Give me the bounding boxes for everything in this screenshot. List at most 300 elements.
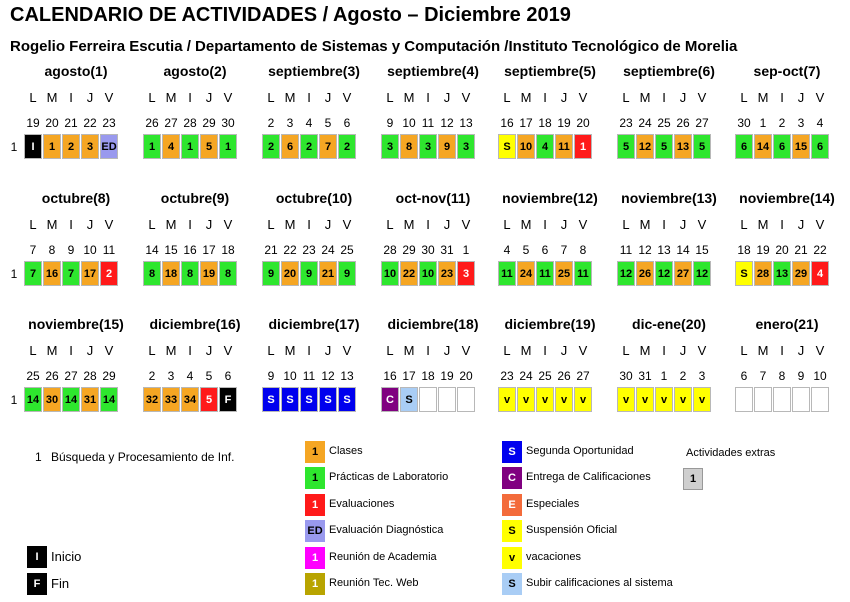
day-letter: J <box>86 343 94 358</box>
day-number: 3 <box>797 116 805 130</box>
activity-cell: 8 <box>400 134 418 159</box>
week-name: diciembre(18) <box>387 316 479 332</box>
day-number: 9 <box>267 369 275 383</box>
week-name: noviembre(12) <box>502 190 598 206</box>
day-letter: V <box>697 343 707 358</box>
page-title: CALENDARIO DE ACTIVIDADES / Agosto – Diciembre 2019 <box>10 4 571 26</box>
day-letter: I <box>69 217 73 232</box>
day-letter: V <box>104 343 114 358</box>
day-number: 19 <box>557 116 571 130</box>
day-number: 8 <box>48 243 56 257</box>
legend-swatch: 1 <box>305 547 325 569</box>
day-number: 10 <box>813 369 827 383</box>
day-number: 28 <box>383 243 397 257</box>
day-number: 29 <box>202 116 216 130</box>
activity-cell <box>773 387 791 412</box>
day-letter: M <box>639 343 651 358</box>
legend-label: Clases <box>329 445 363 457</box>
week-name: noviembre(14) <box>739 190 835 206</box>
day-letter: J <box>560 90 568 105</box>
day-number: 24 <box>321 243 335 257</box>
week-name: sep-oct(7) <box>753 63 821 79</box>
week-name: octubre(10) <box>275 190 353 206</box>
day-number: 19 <box>756 243 770 257</box>
day-number: 27 <box>164 116 178 130</box>
day-letter: M <box>165 343 177 358</box>
activity-cell: 33 <box>162 387 180 412</box>
activity-cell: S <box>262 387 280 412</box>
activity-cell: 11 <box>498 261 516 286</box>
activity-cell: 26 <box>636 261 654 286</box>
activity-cell: 4 <box>536 134 554 159</box>
activity-cell: 8 <box>219 261 237 286</box>
legend-swatch: S <box>502 573 522 595</box>
activity-cell: v <box>498 387 516 412</box>
day-letter: V <box>578 90 588 105</box>
day-number: 16 <box>183 243 197 257</box>
week-name: noviembre(13) <box>621 190 717 206</box>
day-number: 14 <box>676 243 690 257</box>
activity-cell: S <box>319 387 337 412</box>
day-number: 18 <box>421 369 435 383</box>
activity-cell: 2 <box>62 134 80 159</box>
day-letter: V <box>104 217 114 232</box>
day-letter: M <box>639 217 651 232</box>
day-letter: I <box>307 343 311 358</box>
activity-cell: S <box>300 387 318 412</box>
day-number: 5 <box>522 243 530 257</box>
activity-cell: 3 <box>457 261 475 286</box>
day-number: 24 <box>638 116 652 130</box>
week-name: septiembre(6) <box>623 63 715 79</box>
day-letter: M <box>46 90 58 105</box>
activity-cell: S <box>400 387 418 412</box>
page-subtitle: Rogelio Ferreira Escutia / Departamento de Sistemas y Computación /Instituto Tecnológico de Morelia <box>10 38 738 55</box>
legend-label: Especiales <box>526 497 580 510</box>
day-number: 30 <box>737 116 751 130</box>
activity-cell <box>735 387 753 412</box>
day-letter: L <box>503 217 511 232</box>
day-letter: M <box>46 343 58 358</box>
day-letter: V <box>578 217 588 232</box>
day-letter: M <box>284 217 296 232</box>
extras-swatch: 1 <box>683 468 703 490</box>
activity-cell: ED <box>100 134 118 159</box>
day-letter: M <box>403 343 415 358</box>
day-number: 26 <box>45 369 59 383</box>
day-letter: V <box>342 343 352 358</box>
legend-swatch: v <box>502 547 522 569</box>
day-letter: L <box>29 90 37 105</box>
day-number: 21 <box>264 243 278 257</box>
day-letter: I <box>188 90 192 105</box>
day-letter: V <box>461 90 471 105</box>
activity-cell: 3 <box>381 134 399 159</box>
activity-cell: v <box>574 387 592 412</box>
day-number: 10 <box>283 369 297 383</box>
activity-cell: 31 <box>81 387 99 412</box>
day-letter: L <box>29 343 37 358</box>
day-number: 7 <box>560 243 568 257</box>
activity-cell: v <box>517 387 535 412</box>
activity-cell: 9 <box>438 134 456 159</box>
day-letter: J <box>324 90 332 105</box>
activity-cell: 1 <box>143 134 161 159</box>
activity-cell: v <box>536 387 554 412</box>
activity-cell: 16 <box>43 261 61 286</box>
day-number: 22 <box>283 243 297 257</box>
activity-cell: 7 <box>319 134 337 159</box>
day-number: 9 <box>67 243 75 257</box>
activity-cell: 13 <box>674 134 692 159</box>
day-number: 15 <box>695 243 709 257</box>
day-letter: I <box>780 90 784 105</box>
row-label: 1 <box>10 393 18 407</box>
day-letter: V <box>815 343 825 358</box>
activity-cell: 19 <box>200 261 218 286</box>
day-number: 30 <box>619 369 633 383</box>
activity-cell: 18 <box>162 261 180 286</box>
legend-swatch: I <box>27 546 47 568</box>
day-letter: J <box>797 217 805 232</box>
legend-label: Suspensión Oficial <box>526 524 618 537</box>
activity-cell: 6 <box>773 134 791 159</box>
extras-label: Actividades extras <box>686 447 776 459</box>
activity-cell: 28 <box>754 261 772 286</box>
day-number: 30 <box>221 116 235 130</box>
activity-cell: 3 <box>457 134 475 159</box>
legend-swatch: F <box>27 573 47 595</box>
activity-cell: 23 <box>438 261 456 286</box>
day-number: 2 <box>148 369 156 383</box>
day-number: 13 <box>657 243 671 257</box>
day-number: 1 <box>462 243 470 257</box>
activity-cell: 12 <box>655 261 673 286</box>
day-number: 24 <box>519 369 533 383</box>
week-name: agosto(2) <box>163 63 227 79</box>
activity-cell: 32 <box>143 387 161 412</box>
legend-swatch: 1 <box>305 494 325 516</box>
day-letter: J <box>324 343 332 358</box>
day-number: 12 <box>440 116 454 130</box>
day-number: 18 <box>221 243 235 257</box>
activity-cell: 2 <box>262 134 280 159</box>
day-letter: V <box>697 217 707 232</box>
day-letter: J <box>86 217 94 232</box>
activity-cell: 3 <box>419 134 437 159</box>
activity-cell: 6 <box>281 134 299 159</box>
day-number: 23 <box>500 369 514 383</box>
legend-label: Prácticas de Laboratorio <box>329 471 449 484</box>
day-number: 20 <box>576 116 590 130</box>
activity-cell: S <box>338 387 356 412</box>
day-letter: I <box>543 90 547 105</box>
day-number: 21 <box>64 116 78 130</box>
day-number: 4 <box>503 243 511 257</box>
activity-cell: C <box>381 387 399 412</box>
activity-cell: 5 <box>617 134 635 159</box>
day-number: 16 <box>383 369 397 383</box>
subject-number: 1 <box>35 450 42 464</box>
activity-cell: 1 <box>181 134 199 159</box>
activity-cell: 7 <box>62 261 80 286</box>
day-letter: L <box>740 90 748 105</box>
activity-cell: F <box>219 387 237 412</box>
activity-cell: 14 <box>24 387 42 412</box>
day-letter: M <box>520 343 532 358</box>
activity-cell: 24 <box>517 261 535 286</box>
activity-cell: 10 <box>517 134 535 159</box>
activity-cell <box>438 387 456 412</box>
legend-label: Reunión de Academia <box>329 550 437 563</box>
row-label: 1 <box>10 140 18 154</box>
activity-cell: 17 <box>81 261 99 286</box>
activity-cell: 5 <box>200 387 218 412</box>
day-letter: I <box>188 217 192 232</box>
day-letter: V <box>223 343 233 358</box>
activity-cell: 15 <box>792 134 810 159</box>
activity-cell: v <box>617 387 635 412</box>
day-number: 1 <box>759 116 767 130</box>
day-letter: I <box>543 217 547 232</box>
day-number: 2 <box>679 369 687 383</box>
day-number: 25 <box>26 369 40 383</box>
activity-cell: 4 <box>162 134 180 159</box>
day-number: 31 <box>638 369 652 383</box>
activity-cell: 30 <box>43 387 61 412</box>
day-number: 4 <box>816 116 824 130</box>
activity-cell: 21 <box>319 261 337 286</box>
day-letter: L <box>148 90 156 105</box>
legend-swatch: E <box>502 494 522 516</box>
day-number: 20 <box>459 369 473 383</box>
activity-cell: 14 <box>100 387 118 412</box>
legend-label: Subir calificaciones al sistema <box>526 577 673 589</box>
day-letter: J <box>560 217 568 232</box>
activity-cell: 10 <box>419 261 437 286</box>
legend-swatch: C <box>502 467 522 489</box>
day-letter: I <box>307 217 311 232</box>
activity-cell: 2 <box>100 261 118 286</box>
day-letter: J <box>443 217 451 232</box>
activity-cell: 5 <box>693 134 711 159</box>
day-letter: M <box>403 90 415 105</box>
activity-cell: 13 <box>773 261 791 286</box>
day-letter: V <box>342 90 352 105</box>
day-number: 20 <box>775 243 789 257</box>
day-number: 23 <box>102 116 116 130</box>
day-letter: J <box>324 217 332 232</box>
day-letter: L <box>622 217 630 232</box>
day-letter: J <box>679 90 687 105</box>
day-number: 23 <box>302 243 316 257</box>
activity-cell: 10 <box>381 261 399 286</box>
day-letter: M <box>403 217 415 232</box>
activity-cell: 25 <box>555 261 573 286</box>
week-name: oct-nov(11) <box>395 190 471 206</box>
day-number: 27 <box>576 369 590 383</box>
day-letter: L <box>622 343 630 358</box>
day-letter: M <box>284 90 296 105</box>
day-letter: V <box>223 217 233 232</box>
activity-cell: 8 <box>181 261 199 286</box>
row-label: 1 <box>10 267 18 281</box>
day-number: 6 <box>541 243 549 257</box>
day-number: 17 <box>402 369 416 383</box>
day-number: 19 <box>440 369 454 383</box>
day-number: 6 <box>740 369 748 383</box>
legend-swatch: S <box>502 520 522 542</box>
day-letter: I <box>662 343 666 358</box>
day-number: 17 <box>202 243 216 257</box>
activity-cell: 29 <box>792 261 810 286</box>
day-letter: M <box>520 217 532 232</box>
activity-cell: 9 <box>262 261 280 286</box>
week-name: diciembre(19) <box>504 316 596 332</box>
day-letter: L <box>29 217 37 232</box>
day-letter: I <box>69 343 73 358</box>
day-letter: I <box>69 90 73 105</box>
day-number: 8 <box>778 369 786 383</box>
day-letter: I <box>426 343 430 358</box>
legend-label: vacaciones <box>526 550 582 563</box>
activity-cell <box>754 387 772 412</box>
day-letter: M <box>284 343 296 358</box>
day-number: 13 <box>340 369 354 383</box>
day-number: 6 <box>343 116 351 130</box>
day-letter: I <box>780 217 784 232</box>
legend-label: Evaluaciones <box>329 497 395 510</box>
activity-cell: 6 <box>811 134 829 159</box>
day-letter: J <box>205 90 213 105</box>
day-letter: M <box>757 217 769 232</box>
day-number: 11 <box>102 243 116 257</box>
week-name: diciembre(17) <box>268 316 360 332</box>
day-number: 11 <box>302 369 316 383</box>
day-letter: I <box>188 343 192 358</box>
day-number: 15 <box>164 243 178 257</box>
activity-cell: 9 <box>338 261 356 286</box>
activity-cell: 1 <box>574 134 592 159</box>
activity-cell: v <box>636 387 654 412</box>
day-letter: L <box>267 90 275 105</box>
legend-label: Fin <box>51 576 70 591</box>
day-letter: J <box>205 217 213 232</box>
day-letter: V <box>223 90 233 105</box>
activity-cell: 5 <box>200 134 218 159</box>
activity-cell: v <box>555 387 573 412</box>
day-number: 26 <box>145 116 159 130</box>
day-number: 28 <box>183 116 197 130</box>
day-number: 17 <box>519 116 533 130</box>
day-letter: L <box>503 90 511 105</box>
activity-cell: 4 <box>811 261 829 286</box>
week-name: septiembre(3) <box>268 63 360 79</box>
day-letter: J <box>443 343 451 358</box>
legend-label: Segunda Oportunidad <box>526 445 634 457</box>
day-number: 20 <box>45 116 59 130</box>
subject-name: Búsqueda y Procesamiento de Inf. <box>51 450 235 464</box>
activity-cell: 3 <box>81 134 99 159</box>
day-letter: I <box>543 343 547 358</box>
day-letter: M <box>757 343 769 358</box>
activity-cell: I <box>24 134 42 159</box>
day-number: 4 <box>305 116 313 130</box>
day-number: 3 <box>167 369 175 383</box>
day-letter: V <box>342 217 352 232</box>
day-letter: L <box>267 343 275 358</box>
activity-cell: 14 <box>754 134 772 159</box>
day-number: 12 <box>321 369 335 383</box>
activity-cell: v <box>693 387 711 412</box>
week-name: septiembre(5) <box>504 63 596 79</box>
day-letter: L <box>386 217 394 232</box>
day-letter: L <box>267 217 275 232</box>
week-name: septiembre(4) <box>387 63 479 79</box>
day-number: 18 <box>737 243 751 257</box>
day-number: 30 <box>421 243 435 257</box>
day-number: 16 <box>500 116 514 130</box>
activity-cell: 11 <box>574 261 592 286</box>
legend-label: Evaluación Diagnóstica <box>329 524 444 537</box>
day-number: 14 <box>145 243 159 257</box>
legend-swatch: 1 <box>305 441 325 463</box>
day-letter: J <box>797 90 805 105</box>
activity-cell: 9 <box>300 261 318 286</box>
day-letter: V <box>815 90 825 105</box>
day-number: 25 <box>657 116 671 130</box>
day-number: 21 <box>794 243 808 257</box>
activity-cell: v <box>674 387 692 412</box>
legend-swatch: 1 <box>305 573 325 595</box>
legend-label: Reunión Tec. Web <box>329 577 419 589</box>
day-number: 29 <box>102 369 116 383</box>
day-number: 5 <box>205 369 213 383</box>
day-number: 25 <box>340 243 354 257</box>
activity-cell: 2 <box>338 134 356 159</box>
day-letter: M <box>165 217 177 232</box>
activity-cell <box>457 387 475 412</box>
day-letter: L <box>386 343 394 358</box>
activity-cell <box>792 387 810 412</box>
day-number: 22 <box>813 243 827 257</box>
activity-cell: S <box>498 134 516 159</box>
day-letter: V <box>461 343 471 358</box>
day-number: 3 <box>698 369 706 383</box>
day-letter: L <box>503 343 511 358</box>
day-number: 10 <box>402 116 416 130</box>
activity-cell: 12 <box>636 134 654 159</box>
day-number: 13 <box>459 116 473 130</box>
week-name: enero(21) <box>755 316 819 332</box>
legend-swatch: 1 <box>305 467 325 489</box>
activity-cell: 7 <box>24 261 42 286</box>
activity-cell: 34 <box>181 387 199 412</box>
week-name: octubre(8) <box>41 190 111 206</box>
day-number: 23 <box>619 116 633 130</box>
activity-cell: v <box>655 387 673 412</box>
activity-cell: 2 <box>300 134 318 159</box>
activity-cell: 11 <box>555 134 573 159</box>
day-number: 11 <box>421 116 435 130</box>
day-letter: L <box>740 217 748 232</box>
activity-cell: 5 <box>655 134 673 159</box>
activity-cell <box>419 387 437 412</box>
day-letter: M <box>639 90 651 105</box>
day-number: 18 <box>538 116 552 130</box>
day-letter: I <box>780 343 784 358</box>
day-number: 1 <box>660 369 668 383</box>
